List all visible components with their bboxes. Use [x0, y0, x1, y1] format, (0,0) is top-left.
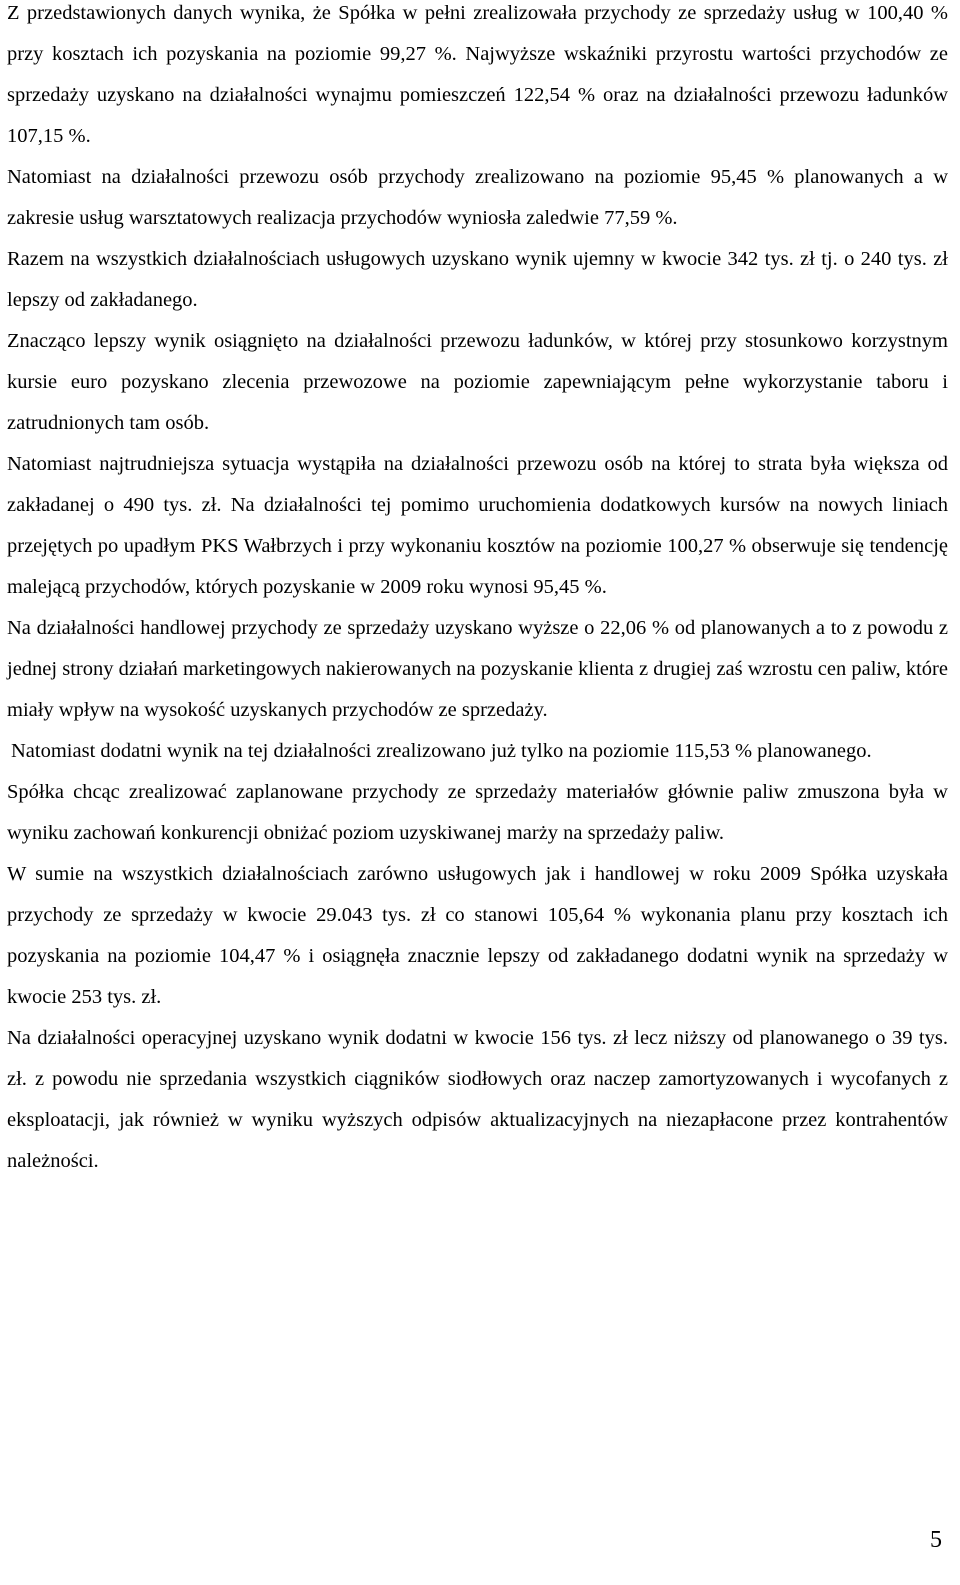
page-number: 5	[930, 1527, 942, 1553]
paragraph-fuel-margin: Spółka chcąc zrealizować zaplanowane przychody ze sprzedaży materiałów głównie paliw zmuszona była w wyniku zachowań konkurencji obniżać poziom uzyskiwanej marży na sprzedaży paliw.	[7, 781, 948, 844]
paragraph-revenue-summary: Z przedstawionych danych wynika, że Spółka w pełni zrealizowała przychody ze sprzedaży usług w 100,40 % przy kosztach ich pozyskania na poziomie 99,27 %. Najwyższe wskaźniki przyrostu wartości przychodów ze sprzedaży uzyskano na działalności wynajmu pomieszczeń 122,54 % oraz na działalności przewozu ładunków 107,15 %.	[7, 2, 948, 147]
paragraph-passenger-transport: Natomiast na działalności przewozu osób przychody zrealizowano na poziomie 95,45 % planowanych a w zakresie usług warsztatowych realizacja przychodów wyniosła zaledwie 77,59 %.	[7, 166, 948, 229]
paragraph-passenger-loss: Natomiast najtrudniejsza sytuacja wystąpiła na działalności przewozu osób na której to strata była większa od zakładanej o 490 tys. zł. Na działalności tej pomimo uruchomienia dodatkowych kursów na nowych liniach przejętych po upadłym PKS Wałbrzych i przy wykonaniu kosztów na poziomie 100,27 % obserwuje się tendencję malejącą przychodów, których pozyskanie w 2009 roku wynosi 95,45 %.	[7, 453, 948, 598]
paragraph-trade-result: Natomiast dodatni wynik na tej działalności zrealizowano już tylko na poziomie 115,53 % planowanego.	[11, 740, 872, 762]
paragraph-trade-revenue: Na działalności handlowej przychody ze sprzedaży uzyskano wyższe o 22,06 % od planowanych a to z powodu z jednej strony działań marketingowych nakierowanych na pozyskanie klienta z drugiej zaś wzrostu cen paliw, które miały wpływ na wysokość uzyskanych przychodów ze sprzedaży.	[7, 617, 948, 721]
paragraph-services-result: Razem na wszystkich działalnościach usługowych uzyskano wynik ujemny w kwocie 342 tys. zł tj. o 240 tys. zł lepszy od zakładanego.	[7, 248, 948, 311]
paragraph-cargo-transport: Znacząco lepszy wynik osiągnięto na działalności przewozu ładunków, w której przy stosunkowo korzystnym kursie euro pozyskano zlecenia przewozowe na poziomie zapewniającym pełne wykorzystanie taboru i zatrudnionych tam osób.	[7, 330, 948, 434]
paragraph-total-summary: W sumie na wszystkich działalnościach zarówno usługowych jak i handlowej w roku 2009 Spółka uzyskała przychody ze sprzedaży w kwocie 29.043 tys. zł co stanowi 105,64 % wykonania planu przy kosztach ich pozyskania na poziomie 104,47 % i osiągnęła znacznie lepszy od zakładanego dodatni wynik na sprzedaży w kwocie 253 tys. zł.	[7, 863, 948, 1008]
paragraph-operating-activity: Na działalności operacyjnej uzyskano wynik dodatni w kwocie 156 tys. zł lecz niższy od planowanego o 39 tys. zł. z powodu nie sprzedania wszystkich ciągników siodłowych oraz naczep zamortyzowanych i wycofanych z eksploatacji, jak również w wyniku wyższych odpisów aktualizacyjnych na niezapłacone przez kontrahentów należności.	[7, 1027, 948, 1172]
document-body	[7, 0, 948, 1182]
